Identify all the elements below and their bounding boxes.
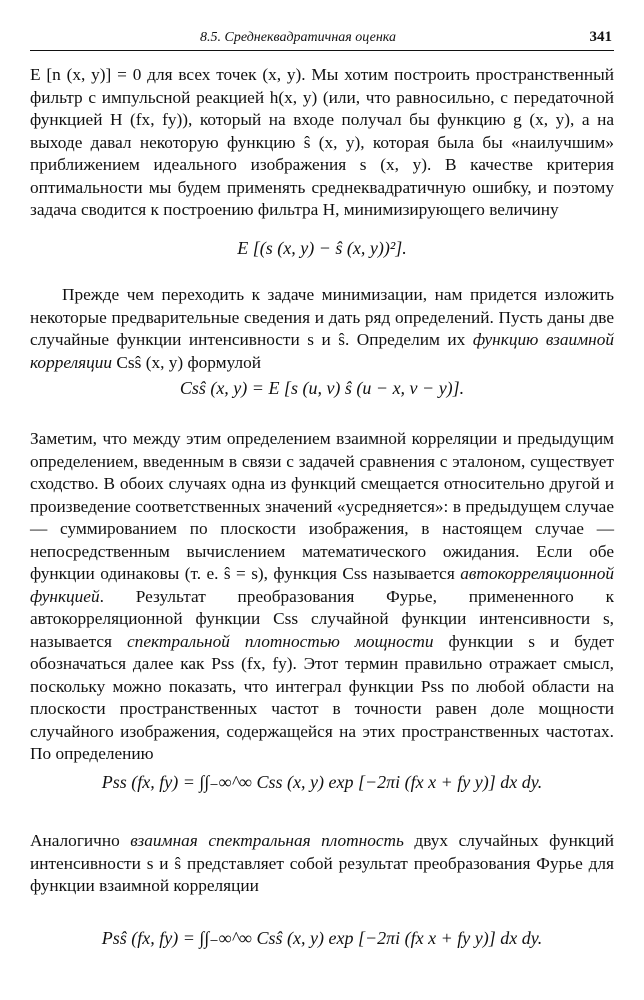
page-number: 341 — [589, 29, 612, 45]
paragraph-3-text-b: . Результат преобразования Фурье, примененного к автокорреляционной функции Css случайной функции интенсивности s, называется — [30, 586, 614, 651]
term-autocorrelation: автокорреляционной функцией — [30, 564, 614, 606]
running-header — [30, 28, 614, 51]
paragraph-4 — [30, 830, 614, 898]
paragraph-1: E [n (x, y)] = 0 для всех точек (x, y). Мы хотим построить пространственный фильтр с импульсной реакцией h(x, y) (или, что равносильно, с передаточной функцией H (fx, fy)), который на входе получал бы функцию g (x, y), а на выходе давал некоторую функцию ŝ (x, y), которая была бы «наилучшим» приближением идеального изображения s (x, y). В качестве критерия оптимальности мы будем применять среднеквадратичную ошибку, и поэтому задача сводится к построению фильтра H, минимизирующего величину — [30, 65, 614, 219]
paragraph-2-text-b: Csŝ (x, y) формулой — [112, 352, 261, 372]
formula-power-spectrum: Pss (fx, fy) = ∫∫₋∞^∞ Css (x, y) exp [−2πi (fx x + fy y)] dx dy. — [101, 772, 543, 792]
paragraph-3 — [30, 428, 614, 766]
formula-cross-spectrum: Psŝ (fx, fy) = ∫∫₋∞^∞ Csŝ (x, y) exp [−2πi (fx x + fy y)] dx dy. — [101, 928, 543, 948]
section-title: 8.5. Среднеквадратичная оценка — [200, 30, 397, 45]
paragraph-3-text-c: функции s и будет обозначаться далее как Pss (fx, fy). Этот термин правильно отражает смысл, поскольку можно показать, что интеграл функции Pss по любой области на плоскости пространственных частот в точности равен доле мощности случайного изображения, содержащейся на этих пространственных частотах. По определению — [30, 631, 614, 763]
paragraph-3-text-a: Заметим, что между этим определением взаимной корреляции и предыдущим определением, введенным в связи с задачей сравнения с эталоном, существует сходство. В обоих случаях одна из функций смещается относительно другой и произведение соответственных значений «усредняется»: в предыдущем случае — суммированием по плоскости изображения, в настоящем случае — непосредственным вычислением математического ожидания. Если обе функции одинаковы (т. е. ŝ = s), функция Css называется — [30, 429, 614, 583]
paragraph-2 — [30, 284, 614, 374]
paragraph-4-text-b: двух случайных функций интенсивности s и ŝ представляет собой результат преобразования Фурье для функции взаимной корреляции — [30, 831, 614, 895]
formula-cross-correlation: Csŝ (x, y) = E [s (u, v) ŝ (u − x, v − y)]. — [179, 378, 465, 398]
term-power-spectral-density: спектральной плотностью мощности — [127, 631, 434, 651]
paragraph-2-text-a: Прежде чем переходить к задаче минимизации, нам придется изложить некоторые предварительные сведения и дать ряд определений. Пусть даны две случайные функции интенсивности s и ŝ. Определим их — [30, 285, 614, 349]
paragraph-4-text-a: Аналогично — [30, 831, 131, 850]
term-cross-spectral-density: взаимная спектральная плотность — [130, 831, 404, 850]
term-cross-correlation: функцию взаимной корреляции — [30, 330, 614, 372]
formula-mse: E [(s (x, y) − ŝ (x, y))²]. — [237, 238, 407, 258]
